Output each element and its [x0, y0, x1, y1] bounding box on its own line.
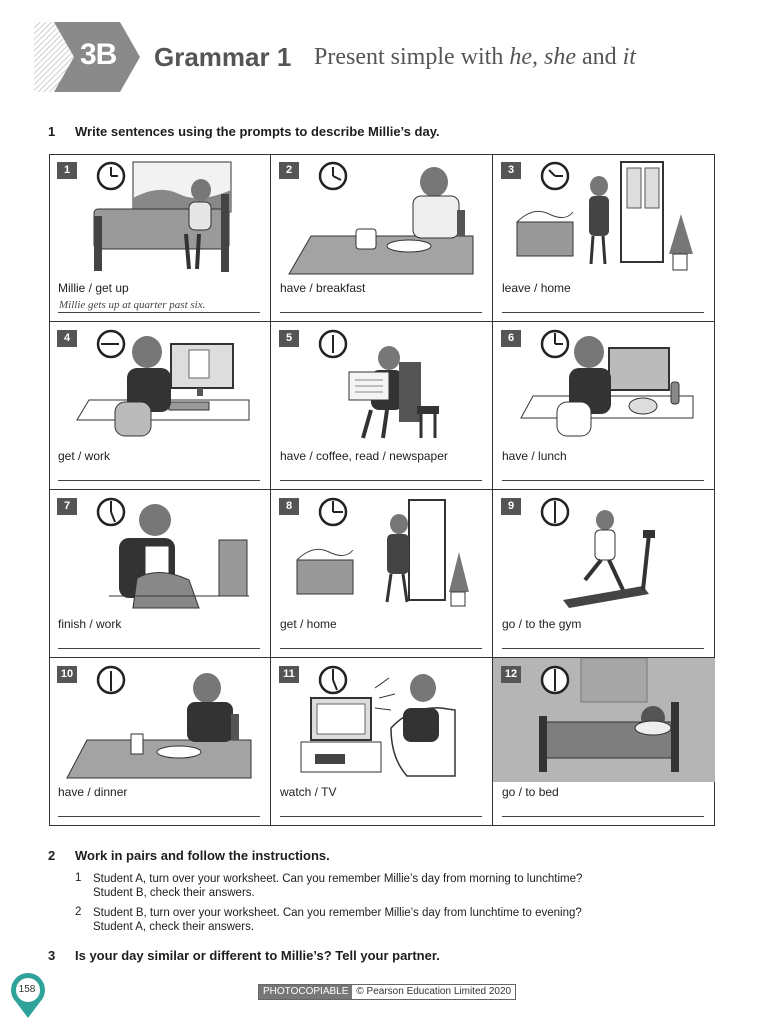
exercise-2-number: 2: [48, 848, 56, 863]
subitem-text: Student A, turn over your worksheet. Can you remember Millie’s day from morning to lunchtime? Student B, check their answers.: [93, 873, 583, 899]
answer-line[interactable]: [58, 480, 260, 481]
coffee-newspaper-illustration: [271, 322, 493, 446]
get-home-illustration: [271, 490, 493, 614]
grid-cell-6: [493, 322, 715, 490]
item-number-badge: 12: [501, 666, 521, 683]
copyright-text: © Pearson Education Limited 2020: [356, 986, 512, 997]
page-pin-icon: [9, 972, 47, 1020]
item-number-badge: 6: [501, 330, 521, 347]
gym-illustration: [493, 490, 715, 614]
dinner-illustration: [49, 658, 271, 782]
grid-cell-4: [49, 322, 271, 490]
grid-cell-11: [271, 658, 493, 826]
item-number-badge: 8: [279, 498, 299, 515]
item-number-badge: 9: [501, 498, 521, 515]
item-prompt: have / lunch: [502, 449, 567, 463]
lunch-illustration: [493, 322, 715, 446]
answer-line[interactable]: [58, 312, 260, 313]
item-prompt: leave / home: [502, 281, 571, 295]
answer-line[interactable]: [502, 816, 704, 817]
answer-line[interactable]: [58, 648, 260, 649]
answer-line[interactable]: [280, 312, 482, 313]
item-number-badge: 1: [57, 162, 77, 179]
grid-cell-9: [493, 490, 715, 658]
grid-cell-10: [49, 658, 271, 826]
grid-cell-2: [271, 154, 493, 322]
get-up-illustration: [49, 154, 271, 278]
grid-cell-3: [493, 154, 715, 322]
grid-cell-1: [49, 154, 271, 322]
item-number-badge: 3: [501, 162, 521, 179]
item-prompt: have / coffee, read / newspaper: [280, 449, 448, 463]
item-number-badge: 11: [279, 666, 299, 683]
go-to-bed-illustration: [493, 658, 715, 782]
item-prompt: Millie / get up: [58, 281, 129, 295]
item-number-badge: 2: [279, 162, 299, 179]
grid-cell-7: [49, 490, 271, 658]
page-number: 158: [18, 984, 36, 995]
copyright-footer: [258, 984, 516, 1000]
subitem-number: 2: [75, 906, 82, 918]
unit-label: 3B: [80, 38, 117, 71]
item-prompt: get / work: [58, 449, 111, 463]
answer-line[interactable]: [280, 816, 482, 817]
page-title: Grammar 1: [154, 42, 292, 72]
exercise-1-instruction: Write sentences using the prompts to describe Millie’s day.: [75, 124, 440, 139]
exercise-3-number: 3: [48, 948, 56, 963]
subitem-text: Student B, turn over your worksheet. Can you remember Millie’s day from lunchtime to evening? Student A, check their answers.: [93, 907, 582, 933]
exercise-1-number: 1: [48, 124, 56, 139]
item-number-badge: 7: [57, 498, 77, 515]
item-number-badge: 5: [279, 330, 299, 347]
answer-line[interactable]: [58, 816, 260, 817]
grid-cell-5: [271, 322, 493, 490]
grid-cell-8: [271, 490, 493, 658]
answer-line[interactable]: [502, 480, 704, 481]
breakfast-illustration: [271, 154, 493, 278]
picture-grid: [49, 154, 715, 826]
photocopiable-label: PHOTOCOPIABLE: [259, 985, 352, 999]
leave-home-illustration: [493, 154, 715, 278]
item-prompt: have / dinner: [58, 785, 128, 799]
item-prompt: go / to the gym: [502, 617, 582, 631]
item-prompt: watch / TV: [280, 785, 337, 799]
subitem-number: 1: [75, 872, 82, 884]
example-answer: Millie gets up at quarter past six.: [59, 299, 206, 311]
item-number-badge: 4: [57, 330, 77, 347]
item-prompt: get / home: [280, 617, 337, 631]
item-prompt: have / breakfast: [280, 281, 366, 295]
item-number-badge: 10: [57, 666, 77, 683]
item-prompt: finish / work: [58, 617, 122, 631]
grid-cell-12: [493, 658, 715, 826]
page-subtitle: Present simple with he, she and it: [314, 44, 636, 70]
exercise-3-instruction: Is your day similar or different to Millie’s? Tell your partner.: [75, 948, 440, 963]
answer-line[interactable]: [502, 648, 704, 649]
item-prompt: go / to bed: [502, 785, 559, 799]
answer-line[interactable]: [502, 312, 704, 313]
get-to-work-illustration: [49, 322, 271, 446]
watch-tv-illustration: [271, 658, 493, 782]
finish-work-illustration: [49, 490, 271, 614]
answer-line[interactable]: [280, 648, 482, 649]
exercise-2-instruction: Work in pairs and follow the instructions.: [75, 848, 330, 863]
answer-line[interactable]: [280, 480, 482, 481]
